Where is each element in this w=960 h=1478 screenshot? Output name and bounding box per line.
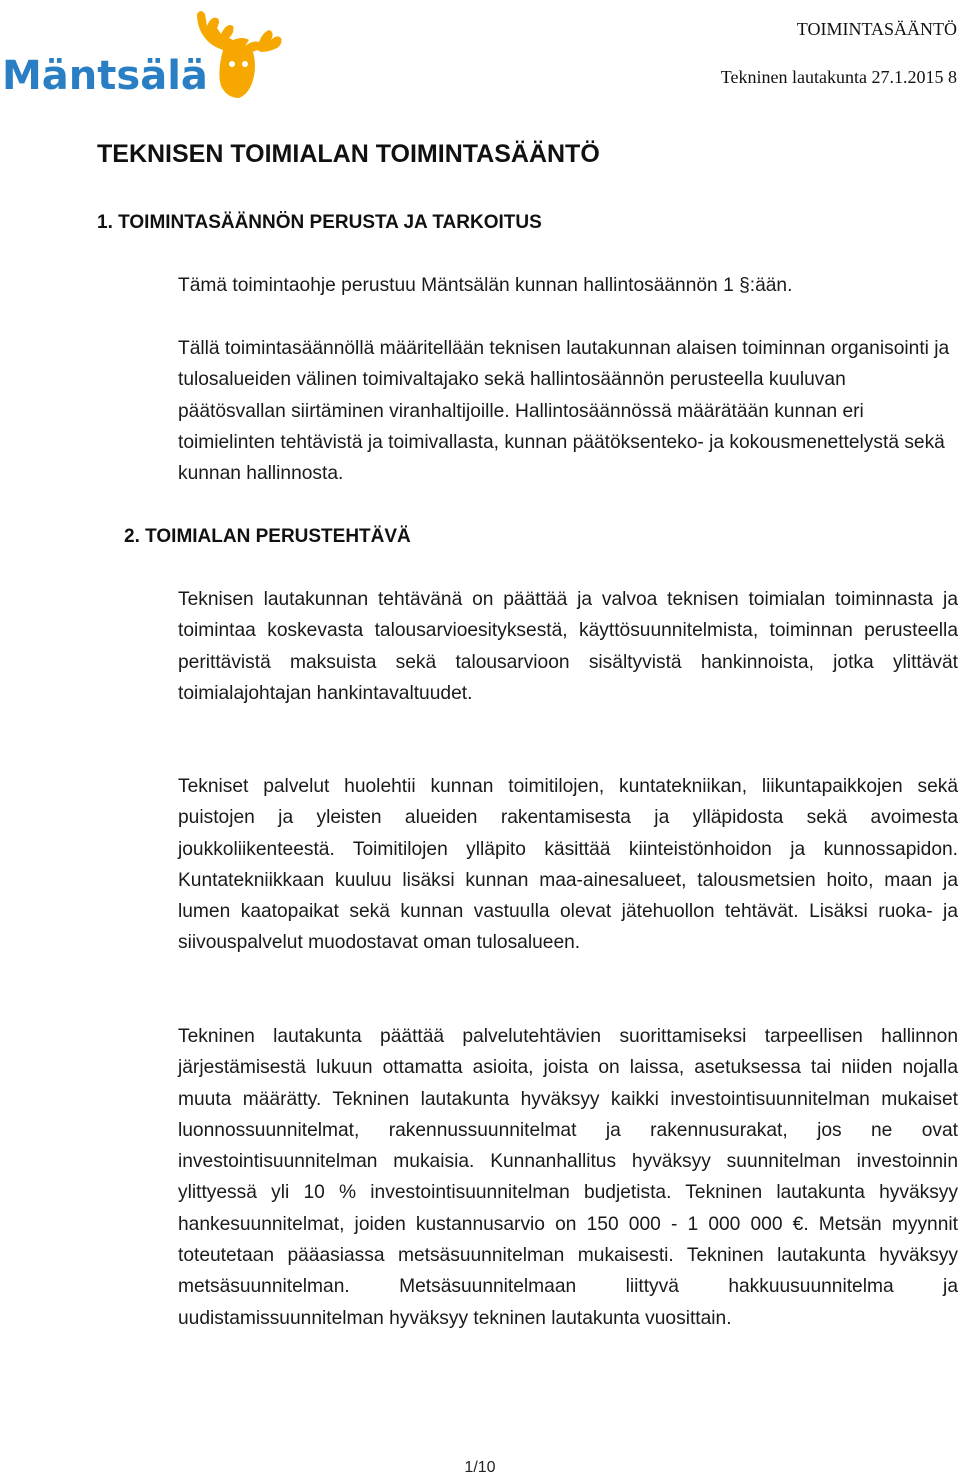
paragraph: Teknisen lautakunnan tehtävänä on päättää ja valvoa teknisen toimialan toiminnasta ja toimintaa koskevasta talousarvioesityksestä, käyttösuunnitelmista, toiminnan perusteella perittävistä maksuista sekä talousarvioon sisältyvistä hankinnoista, jotka ylittävät toimialajohtajan hankintavaltuudet. xyxy=(178,589,958,704)
logo-wordmark: Mäntsälä xyxy=(2,53,208,99)
paragraph: Tämä toimintaohje perustuu Mäntsälän kunnan hallintosäännön 1 §:ään. xyxy=(178,275,793,296)
mantsala-logo xyxy=(2,6,287,101)
section-heading: 1. TOIMINTASÄÄNNÖN PERUSTA JA TARKOITUS xyxy=(97,212,542,233)
section-heading: 2. TOIMIALAN PERUSTEHTÄVÄ xyxy=(124,526,411,547)
paragraph: Tekniset palvelut huolehtii kunnan toimitilojen, kuntatekniikan, liikuntapaikkojen sekä puistojen ja yleisten alueiden rakentamisesta ja ylläpidosta sekä avoimesta joukkoliikenteestä. Toimitilojen ylläpito käsittää kiinteistönhoidon ja kunnossapidon. Kuntatekniikkaan kuuluu lisäksi kunnan maa-ainesalueet, talousmetsien hoito, maan ja lumen kaatopaikat sekä kunnan vastuulla olevat jätehuollon tehtävät. Lisäksi ruoka- ja siivouspalvelut muodostavat oman tulosalueen. xyxy=(178,776,958,954)
moose-head-icon xyxy=(187,6,287,101)
paragraph: Tällä toimintasäännöllä määritellään teknisen lautakunnan alaisen toiminnan organisointi ja tulosalueiden välinen toimivaltajako sekä hallintosäännön perusteella kuuluvan päätösvallan siirtäminen viranhaltijoille. Hallintosäännössä määrätään kunnan eri toimielinten tehtävistä ja toimivallasta, kunnan päätöksenteko- ja kokousmenettelystä sekä kunnan hallinnosta. xyxy=(178,338,950,485)
document-type-label: TOIMINTASÄÄNTÖ xyxy=(796,19,957,39)
page-number: 1/10 xyxy=(464,1459,496,1476)
document-title: TEKNISEN TOIMIALAN TOIMINTASÄÄNTÖ xyxy=(97,140,600,168)
paragraph: Tekninen lautakunta päättää palvelutehtävien suorittamiseksi tarpeellisen hallinnon järjestämisestä lukuun ottamatta asioita, joista on laissa, asetuksessa tai niiden nojalla muuta määrätty. Tekninen lautakunta hyväksyy kaikki investointisuunnitelman mukaiset luonnossuunnitelmat, rakennussuunnitelmat ja rakennusurakat, jos ne ovat investointisuunnitelman mukaisia. Kunnanhallitus hyväksyy suunnitelman investoinnin ylittyessä yli 10 % investointisuunnitelman budjetista. Tekninen lautakunta hyväksyy hankesuunnitelmat, joiden kustannusarvio on 150 000 - 1 000 000 €. Metsän myynnit toteutetaan pääasiassa metsäsuunnitelman mukaisesti. Tekninen lautakunta hyväksyy metsäsuunnitelman. Metsäsuunnitelmaan liittyvä hakkuusuunnitelma ja uudistamissuunnitelman hyväksyy tekninen lautakunta vuosittain. xyxy=(178,1026,958,1329)
meeting-reference: Tekninen lautakunta 27.1.2015 8 xyxy=(720,67,957,87)
